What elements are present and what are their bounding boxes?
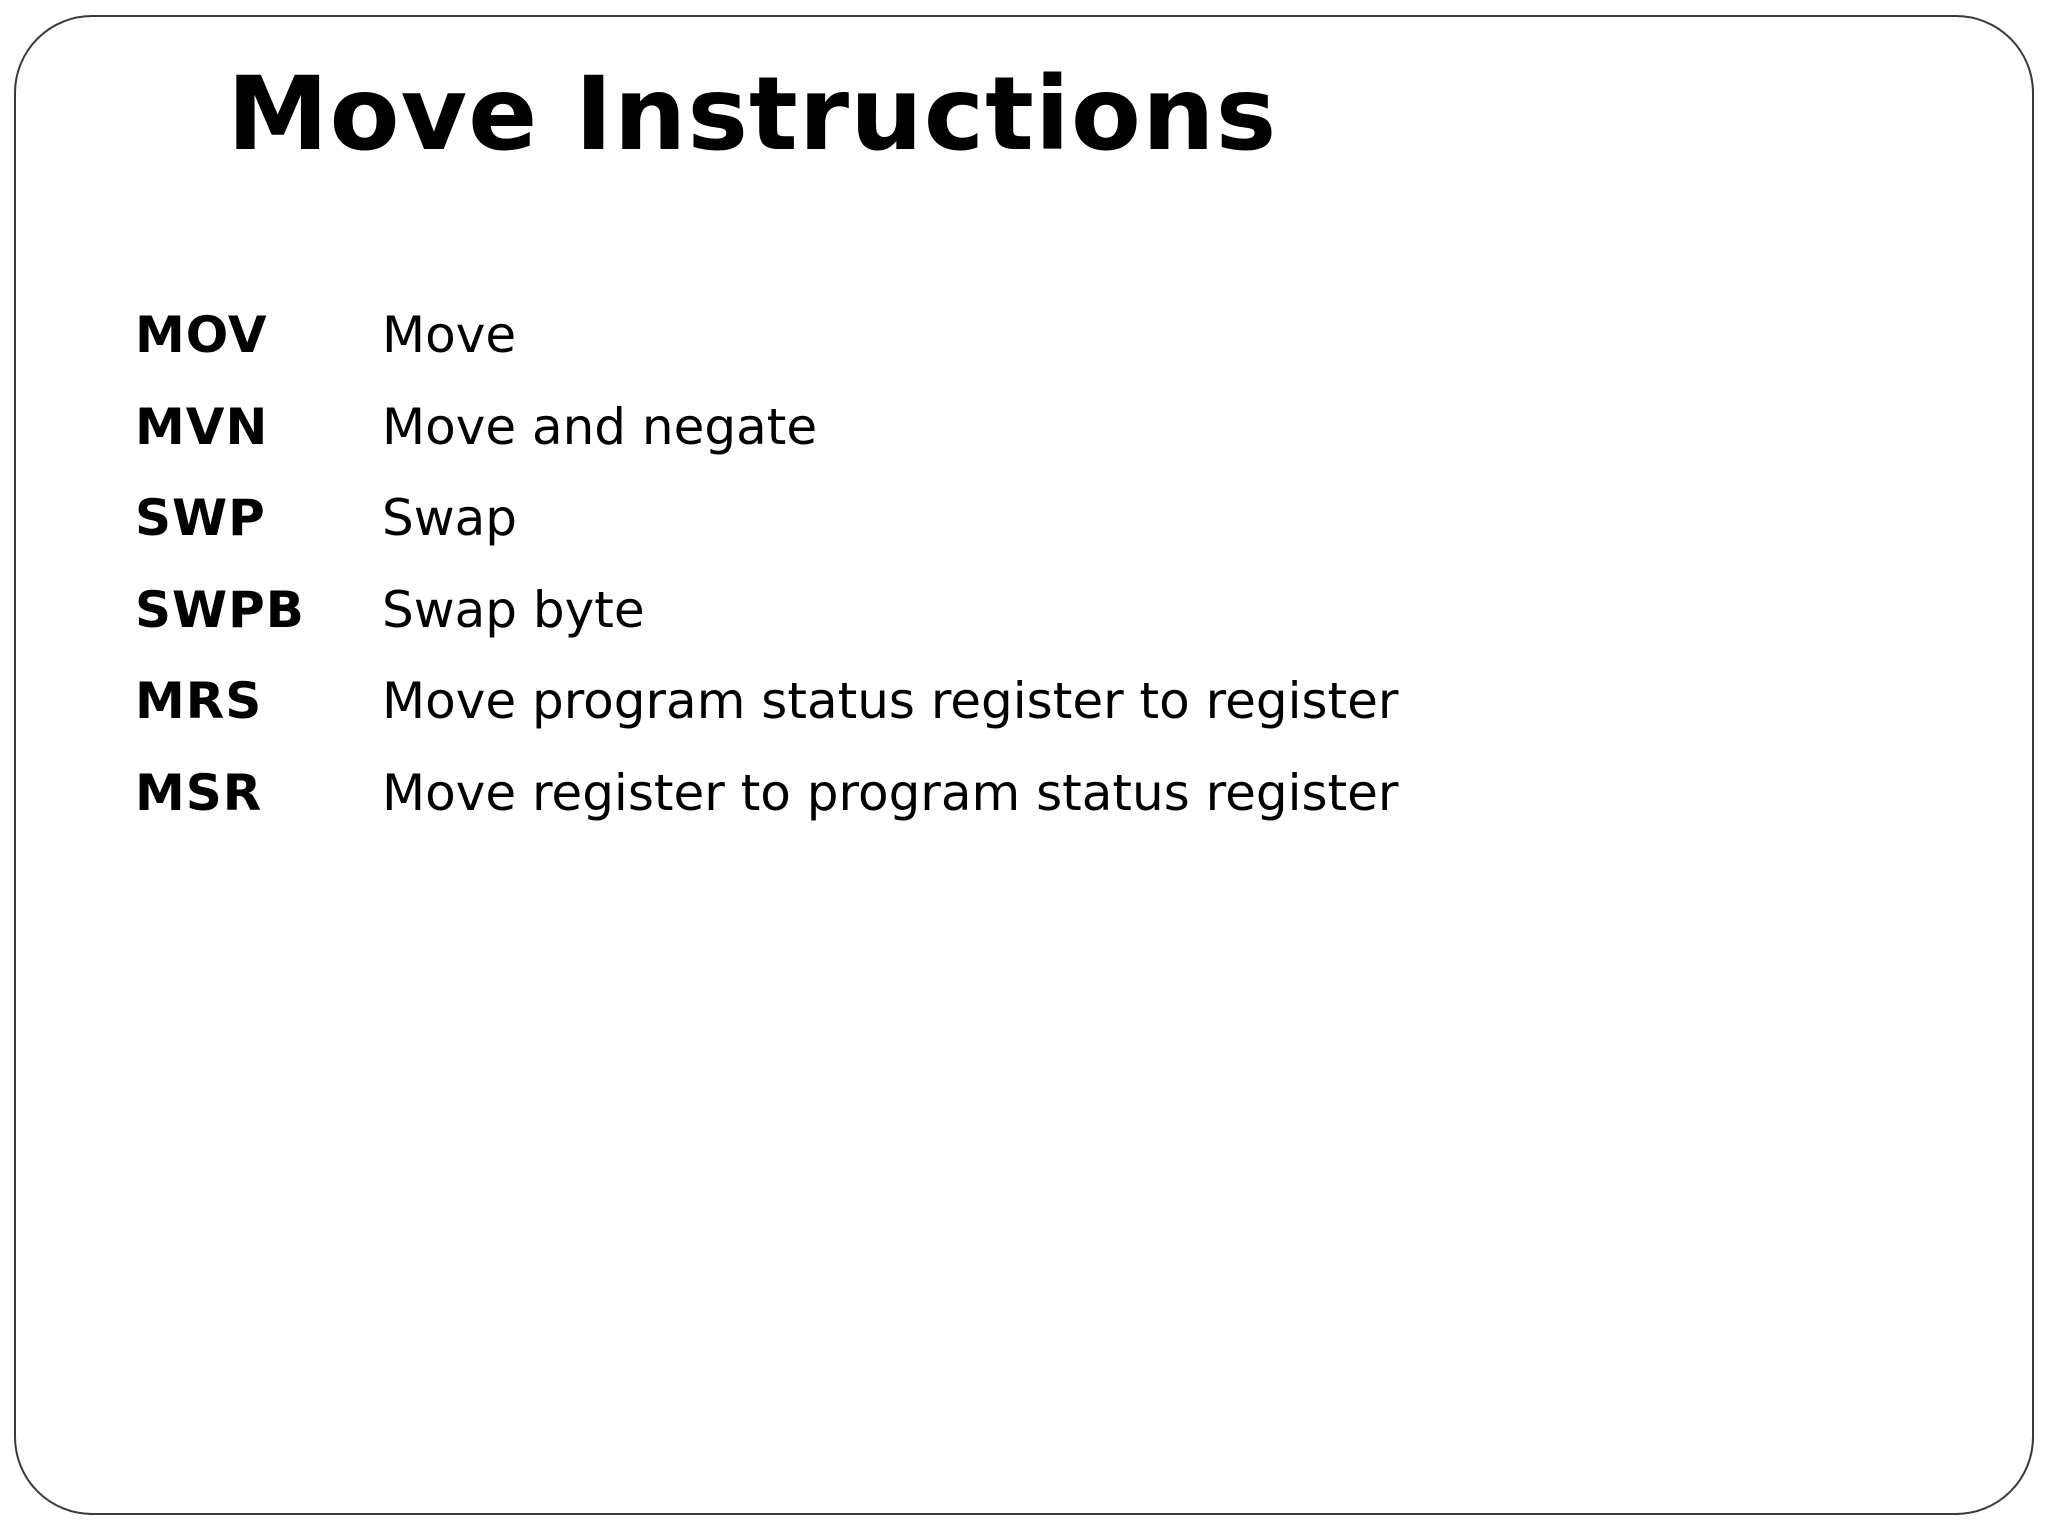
instruction-mnemonic: MVN xyxy=(135,397,269,456)
instruction-row-mvn xyxy=(135,392,1398,484)
instruction-description: Move program status register to register xyxy=(382,672,1399,730)
slide-title: Move Instructions xyxy=(227,55,1278,174)
instruction-mnemonic: MOV xyxy=(135,306,268,364)
instruction-mnemonic: SWP xyxy=(135,489,266,547)
instruction-row-mrs xyxy=(135,666,1398,758)
instruction-description: Move and negate xyxy=(382,397,818,456)
instruction-description: Move register to program status register xyxy=(382,763,1399,822)
instruction-row-msr xyxy=(135,758,1398,850)
instruction-row-swp xyxy=(135,483,1398,575)
instruction-description: Swap byte xyxy=(382,580,645,639)
instruction-mnemonic: MRS xyxy=(135,672,263,730)
instruction-row-mov xyxy=(135,300,1398,392)
instruction-list xyxy=(135,300,1398,849)
instruction-mnemonic: MSR xyxy=(135,763,263,822)
instruction-description: Swap xyxy=(382,489,518,547)
instruction-mnemonic: SWPB xyxy=(135,580,305,639)
instruction-description: Move xyxy=(382,306,517,364)
instruction-row-swpb xyxy=(135,575,1398,667)
